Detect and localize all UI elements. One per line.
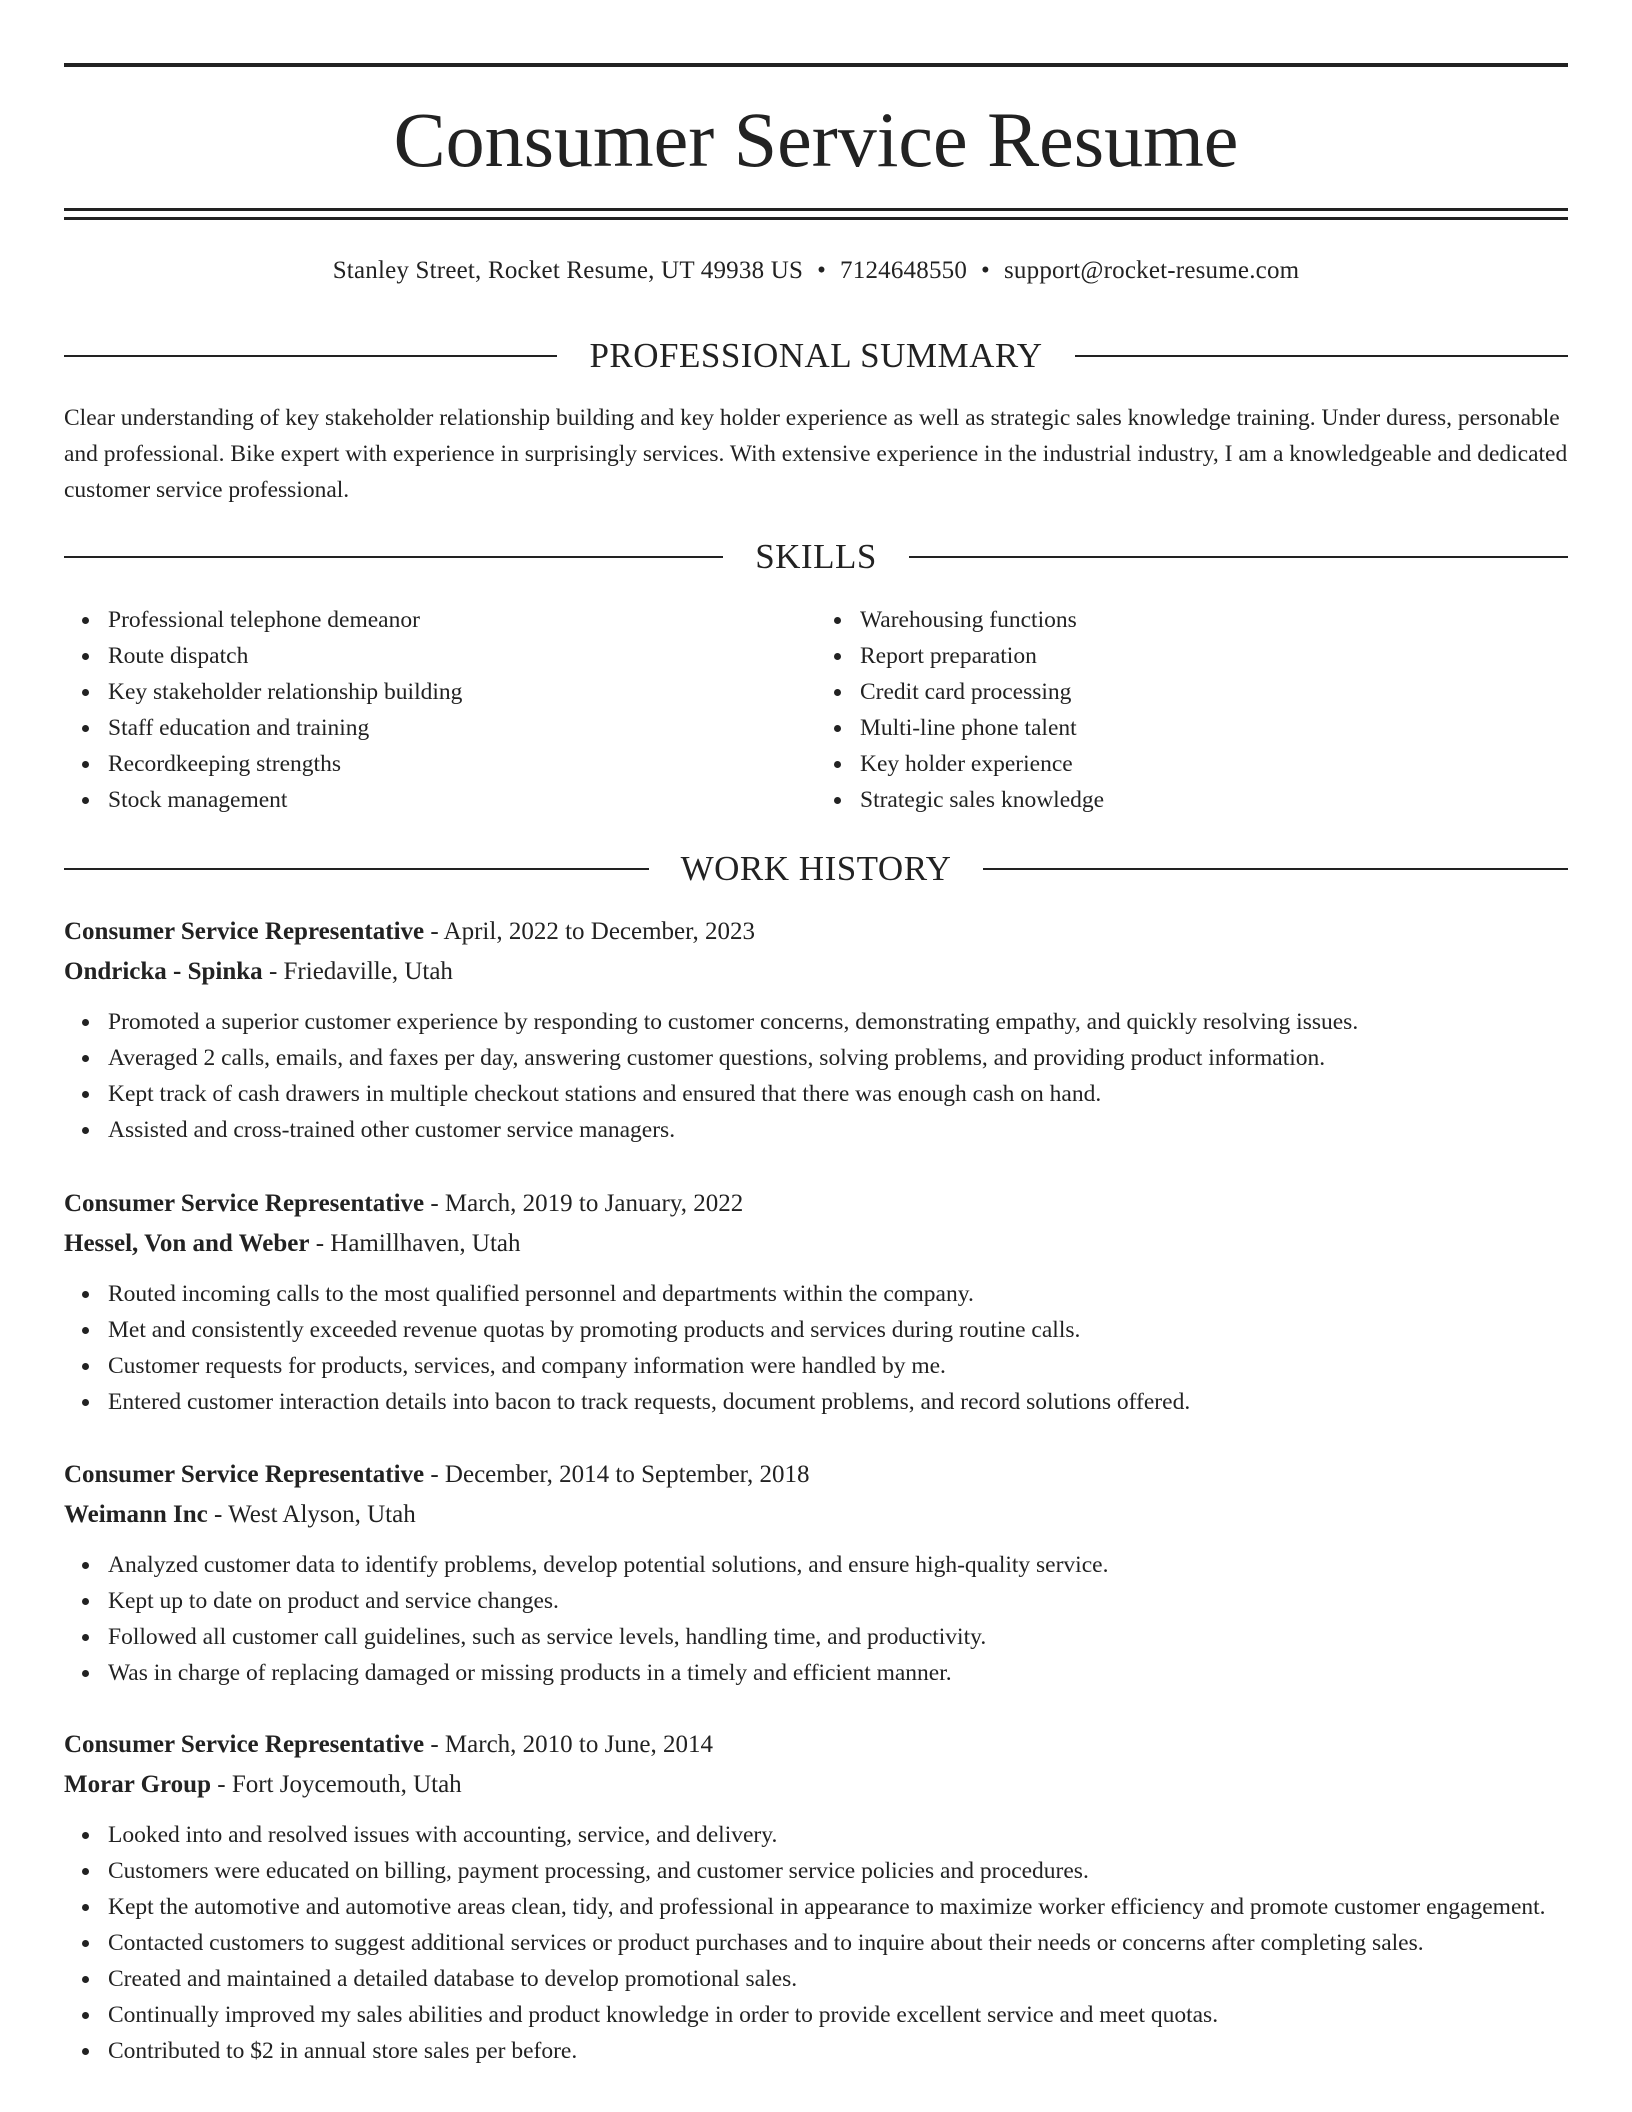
job-bullet: Looked into and resolved issues with accounting, service, and delivery.	[108, 1817, 1568, 1853]
job-bullet: Was in charge of replacing damaged or missing products in a timely and efficient manner.	[108, 1655, 1568, 1691]
job-bullet: Kept up to date on product and service changes.	[108, 1583, 1568, 1619]
skill-item: Recordkeeping strengths	[108, 746, 816, 782]
job-bullet: Customers were educated on billing, payment processing, and customer service policies and procedures.	[108, 1853, 1568, 1889]
contact-separator: •	[981, 257, 990, 284]
skill-item: Credit card processing	[860, 674, 1568, 710]
job-location: - West Alyson, Utah	[207, 1501, 416, 1528]
job-bullet: Followed all customer call guidelines, such as service levels, handling time, and productivity.	[108, 1619, 1568, 1655]
skills-column-left	[64, 602, 816, 818]
job-bullet: Analyzed customer data to identify problems, develop potential solutions, and ensure high-quality service.	[108, 1547, 1568, 1583]
job-company-line	[64, 952, 1568, 992]
job-location: - Friedaville, Utah	[262, 958, 453, 985]
job-bullet: Created and maintained a detailed database to develop promotional sales.	[108, 1961, 1568, 1997]
summary-section-heading	[64, 334, 1568, 378]
skill-item: Report preparation	[860, 638, 1568, 674]
work-heading: WORK HISTORY	[680, 849, 952, 888]
job-title: Consumer Service Representative	[64, 1190, 425, 1217]
job-entry	[64, 1455, 1568, 1691]
title-double-rule	[64, 208, 1568, 220]
contact-address: Stanley Street, Rocket Resume, UT 49938 US	[332, 257, 804, 284]
contact-email: support@rocket-resume.com	[1004, 257, 1300, 284]
job-bullets	[64, 1817, 1568, 2069]
job-company: Hessel, Von and Weber	[64, 1230, 310, 1257]
skills-list	[64, 602, 1568, 818]
job-bullet: Kept the automotive and automotive areas clean, tidy, and professional in appearance to maximize worker efficiency and promote customer engagement.	[108, 1889, 1568, 1925]
job-company: Ondricka - Spinka	[64, 958, 263, 985]
job-company-line	[64, 1224, 1568, 1264]
job-entry	[64, 912, 1568, 1148]
contact-line	[64, 254, 1568, 288]
job-bullet: Promoted a superior customer experience by responding to customer concerns, demonstrating empathy, and quickly resolving issues.	[108, 1004, 1568, 1040]
skill-item: Strategic sales knowledge	[860, 782, 1568, 818]
job-bullet: Customer requests for products, services, and company information were handled by me.	[108, 1348, 1568, 1384]
contact-separator: •	[817, 257, 827, 284]
skill-item: Stock management	[108, 782, 816, 818]
job-entry	[64, 1184, 1568, 1420]
job-bullet: Contributed to $2 in annual store sales per before.	[108, 2033, 1568, 2069]
heading-rule-left	[64, 868, 649, 870]
job-bullet: Contacted customers to suggest additional services or product purchases and to inquire about their needs or concerns after completing sales.	[108, 1925, 1568, 1961]
skills-heading: SKILLS	[755, 537, 877, 576]
job-title-line	[64, 912, 1568, 952]
job-company: Weimann Inc	[64, 1501, 208, 1528]
job-title-line	[64, 1184, 1568, 1224]
job-location: - Fort Joycemouth, Utah	[211, 1771, 462, 1798]
job-company: Morar Group	[64, 1771, 211, 1798]
job-company-line	[64, 1765, 1568, 1805]
skill-item: Key stakeholder relationship building	[108, 674, 816, 710]
top-rule	[64, 63, 1568, 67]
job-entry	[64, 1725, 1568, 2069]
skill-item: Staff education and training	[108, 710, 816, 746]
job-bullet: Kept track of cash drawers in multiple checkout stations and ensured that there was enough cash on hand.	[108, 1076, 1568, 1112]
job-bullets	[64, 1004, 1568, 1148]
summary-heading: PROFESSIONAL SUMMARY	[589, 336, 1043, 375]
work-section-heading	[64, 847, 1568, 891]
skill-item: Route dispatch	[108, 638, 816, 674]
contact-phone: 7124648550	[840, 257, 968, 284]
job-bullet: Continually improved my sales abilities and product knowledge in order to provide excellent service and meet quotas.	[108, 1997, 1568, 2033]
job-location: - Hamillhaven, Utah	[309, 1230, 521, 1257]
job-title: Consumer Service Representative	[64, 1731, 425, 1758]
job-bullets	[64, 1547, 1568, 1691]
summary-text: Clear understanding of key stakeholder relationship building and key holder experience as well as strategic sales knowledge training. Under duress, personable and professional. Bike expert with experience in surprisingly services. With extensive experience in the industrial industry, I am a knowledgeable and dedicated customer service professional.	[64, 405, 1568, 503]
skills-section-heading	[64, 535, 1568, 579]
skill-item: Warehousing functions	[860, 602, 1568, 638]
skill-item: Multi-line phone talent	[860, 710, 1568, 746]
skill-item: Professional telephone demeanor	[108, 602, 816, 638]
job-bullet: Met and consistently exceeded revenue quotas by promoting products and services during routine calls.	[108, 1312, 1568, 1348]
heading-rule-right	[1075, 355, 1568, 357]
resume-title: Consumer Service Resume	[393, 96, 1239, 183]
heading-rule-left	[64, 355, 557, 357]
job-title-line	[64, 1725, 1568, 1765]
job-dates: - March, 2019 to January, 2022	[424, 1190, 744, 1217]
job-title: Consumer Service Representative	[64, 918, 425, 945]
job-bullet: Entered customer interaction details into bacon to track requests, document problems, and record solutions offered.	[108, 1384, 1568, 1420]
job-bullet: Assisted and cross-trained other customer service managers.	[108, 1112, 1568, 1148]
heading-rule-right	[909, 556, 1568, 558]
job-title: Consumer Service Representative	[64, 1461, 425, 1488]
job-dates: - December, 2014 to September, 2018	[424, 1461, 810, 1488]
job-dates: - March, 2010 to June, 2014	[424, 1731, 713, 1758]
job-bullet: Routed incoming calls to the most qualified personnel and departments within the company.	[108, 1276, 1568, 1312]
skills-column-right	[816, 602, 1568, 818]
job-dates: - April, 2022 to December, 2023	[424, 918, 755, 945]
job-bullet: Averaged 2 calls, emails, and faxes per day, answering customer questions, solving problems, and providing product information.	[108, 1040, 1568, 1076]
job-bullets	[64, 1276, 1568, 1420]
heading-rule-right	[983, 868, 1568, 870]
skill-item: Key holder experience	[860, 746, 1568, 782]
heading-rule-left	[64, 556, 723, 558]
job-title-line	[64, 1455, 1568, 1495]
job-company-line	[64, 1495, 1568, 1535]
